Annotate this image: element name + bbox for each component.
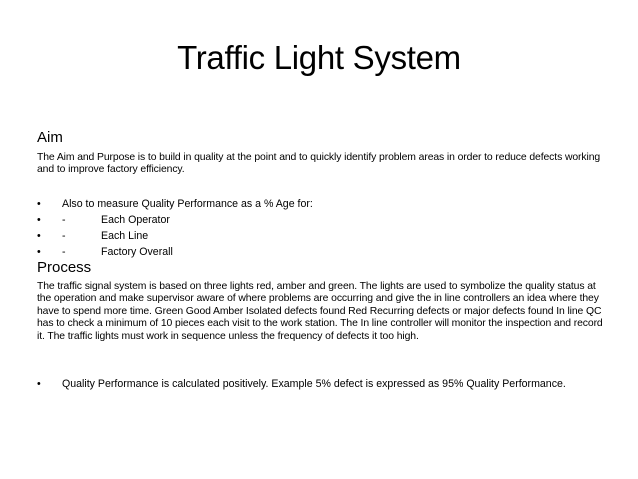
bullet-text: Quality Performance is calculated positively. Example 5% defect is expressed as 95% Quality Performance. xyxy=(62,378,566,390)
sub-item-label: Factory Overall xyxy=(101,246,173,258)
bullet-icon: • xyxy=(37,198,41,210)
dash-marker: - xyxy=(62,246,66,258)
list-item xyxy=(37,196,612,212)
process-bullet xyxy=(37,378,612,391)
dash-marker: - xyxy=(62,214,66,226)
bullet-icon: • xyxy=(37,378,41,390)
list-item xyxy=(37,244,612,260)
list-item xyxy=(37,228,612,244)
list-item xyxy=(37,212,612,228)
aim-bullet-list xyxy=(37,196,612,260)
bullet-icon: • xyxy=(37,214,41,226)
slide-title: Traffic Light System xyxy=(177,39,461,76)
bullet-icon: • xyxy=(37,230,41,242)
bullet-icon: • xyxy=(37,246,41,258)
aim-paragraph: The Aim and Purpose is to build in quality at the point and to quickly identify problem areas in order to reduce defects working and to improve factory efficiency. xyxy=(37,152,601,176)
bullet-text: Also to measure Quality Performance as a % Age for: xyxy=(62,198,313,210)
process-heading: Process xyxy=(37,259,92,276)
process-paragraph: The traffic signal system is based on three lights red, amber and green. The lights are used to symbolize the quality status at the operation and make supervisor aware of where problems are occurring and give the in line controllers an idea where they have to spend more time. Green Good Amber Isolated defects found Red Recurring defects or major defects found In line QC has to check a minimum of 10 pieces each visit to the work station. The In line controller will monitor the inspection and record it. The traffic lights must work in sequence unless the frequency of defects it too high. xyxy=(37,281,603,342)
sub-item-label: Each Operator xyxy=(101,214,170,226)
sub-item-label: Each Line xyxy=(101,230,149,242)
dash-marker: - xyxy=(62,230,66,242)
aim-heading: Aim xyxy=(37,129,63,146)
